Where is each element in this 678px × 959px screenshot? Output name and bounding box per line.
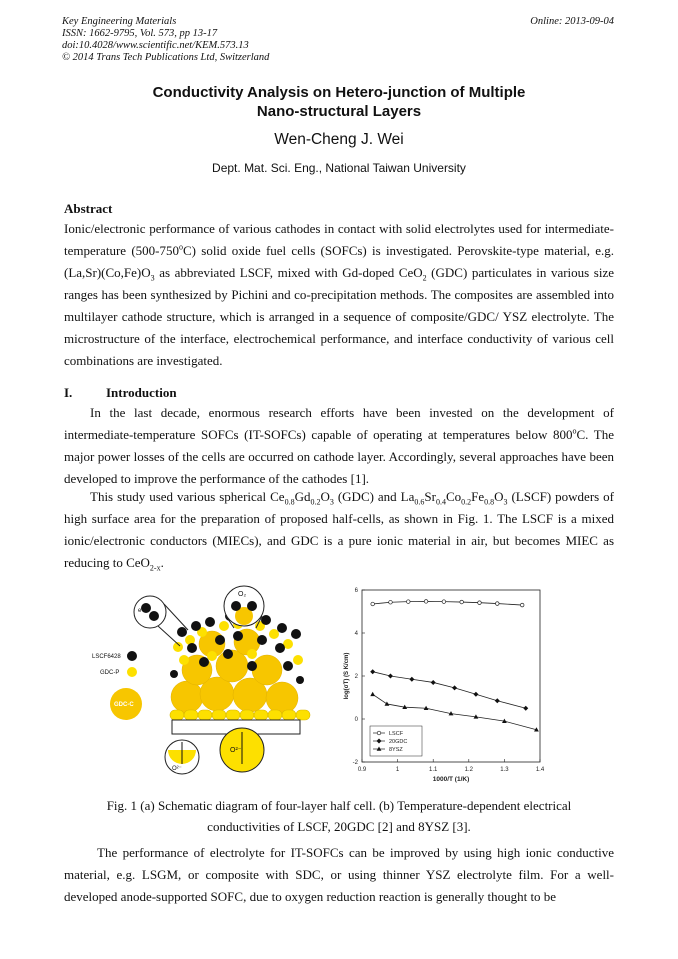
journal-name: Key Engineering Materials <box>62 16 177 27</box>
data-point-lscf <box>406 600 410 604</box>
abstract-heading: Abstract <box>64 201 113 216</box>
doi: doi:10.4028/www.scientific.net/KEM.573.13 <box>62 40 249 51</box>
legend-label-8ysz: 8YSZ <box>389 747 403 753</box>
series-line-20gdc <box>373 672 526 709</box>
data-point-20gdc <box>409 677 414 682</box>
body-paragraph-3: The performance of electrolyte for IT-SOFCs can be improved by using high ionic conductive material, e.g. LSGM, or composite with SDC, or using thinner YSZ electrolyte film. For a well-developed anode-supported SOFC, due to oxygen reduction reaction is generally thought to be <box>64 845 614 904</box>
data-point-20gdc <box>388 674 393 679</box>
issn: ISSN: 1662-9795, Vol. 573, pp 13-17 <box>62 28 218 39</box>
data-point-lscf <box>478 601 482 605</box>
data-point-lscf <box>389 600 393 604</box>
data-point-lscf <box>460 600 464 604</box>
figure1-schematic <box>92 582 342 782</box>
series-line-lscf <box>373 601 523 605</box>
x-tick-label: 0.9 <box>357 767 367 773</box>
svg-text:O²⁻: O²⁻ <box>230 747 242 754</box>
y-tick-label: 4 <box>354 631 358 637</box>
figure1-conductivity-chart <box>340 580 555 792</box>
legend-label-20gdc: 20GDC <box>389 739 408 745</box>
data-point-lscf <box>442 600 446 604</box>
figure1-caption: Fig. 1 (a) Schematic diagram of four-layer half cell. (b) Temperature-dependent electrical conductivities of LSCF, 20GDC [2] and 8YSZ [3]. <box>106 798 572 834</box>
legend-marker-lscf <box>377 731 381 735</box>
x-tick-label: 1.1 <box>429 767 438 773</box>
intro-paragraph-2: This study used various spherical $Ce_{0.8}Gd_{0.2}O_3$ (GDC) and $La_{0.6}Sr_{0.4}Co_{0.2}Fe_{0.8}O_3$ (LSCF) powders of high surface area for the preparation of proposed half-cells, as shown in Fig. 1. The LSCF is a mixed ionic/electronic conductors (MIECs), and GDC is a pure ionic material in air, but becomes MIEC as reducing to CeO$_{2-x}$. <box>64 489 615 573</box>
y-tick-label: 0 <box>354 717 358 723</box>
affiliation: Dept. Mat. Sci. Eng., National Taiwan University <box>212 161 466 175</box>
legend-lscf-label: LSCF6428 <box>92 654 121 660</box>
o2-label: O₂ <box>238 591 247 598</box>
data-point-8ysz <box>370 692 375 696</box>
data-point-20gdc <box>523 706 528 711</box>
y-tick-label: 2 <box>354 674 358 680</box>
copyright: © 2014 Trans Tech Publications Ltd, Switzerland <box>62 52 270 63</box>
data-point-lscf <box>424 600 428 604</box>
x-tick-label: 1 <box>395 767 400 773</box>
data-point-lscf <box>495 602 499 606</box>
svg-text:O²⁻: O²⁻ <box>172 766 182 772</box>
data-point-20gdc <box>495 698 500 703</box>
paper-title: Conductivity Analysis on Hetero-junction of Multiple Nano-structural Layers <box>152 84 526 120</box>
legend-gdcc-label: GDC-C <box>114 702 134 708</box>
y-axis-label: log(σT) (S K/cm) <box>344 652 350 700</box>
legend-label-lscf: LSCF <box>389 731 404 737</box>
abstract-paragraph: Ionic/electronic performance of various cathodes in contact with solid electrolytes used for intermediate-temperature (500-750$^o$C) solid oxide fuel cells (SOFCs) is investigated. Perovskite-type material, e.g. $(La,Sr)(Co,Fe)O_3$ as abbreviated LSCF, mixed with Gd-doped CeO$_2$ (GDC) particulates in various size ranges has been synthesized by Pichini and co-precipitation methods. The composites are assembled into multilayer cathode structure, which is arranged in a sequence of composite/GDC/ YSZ electrolyte. The microstructure of the interface, electrochemical performance, and interface conductivity of various cell combinations are investigated. <box>64 221 614 368</box>
y-tick-label: -2 <box>352 760 358 766</box>
y-tick-label: 6 <box>354 588 358 594</box>
section-heading: I. Introduction <box>64 385 177 400</box>
electron-label: e⁻ <box>138 608 145 614</box>
data-point-8ysz <box>385 701 390 705</box>
data-point-20gdc <box>473 692 478 697</box>
journal-header <box>62 16 269 64</box>
x-tick-label: 1.4 <box>535 767 545 773</box>
data-point-20gdc <box>370 669 375 674</box>
data-point-20gdc <box>431 680 436 685</box>
data-point-20gdc <box>452 685 457 690</box>
author: Wen-Cheng J. Wei <box>274 131 404 148</box>
x-axis-label: 1000/T (1/K) <box>432 776 470 783</box>
online-date: Online: 2013-09-04 <box>530 16 614 27</box>
x-tick-label: 1.3 <box>500 767 509 773</box>
legend-gdcp-label: GDC-P <box>100 670 120 676</box>
x-tick-label: 1.2 <box>464 767 473 773</box>
data-point-lscf <box>520 603 524 607</box>
data-point-lscf <box>371 602 375 606</box>
intro-paragraph-1: In the last decade, enormous research efforts have been invested on the development of intermediate-temperature SOFCs (IT-SOFCs) capable of operating at temperatures below 800$^o$C. The major power losses of the cells are occurred on cathode layer. Accordingly, several approaches have been developed to improve the performance of the cathodes [1]. <box>64 405 614 486</box>
series-line-8ysz <box>373 694 537 729</box>
